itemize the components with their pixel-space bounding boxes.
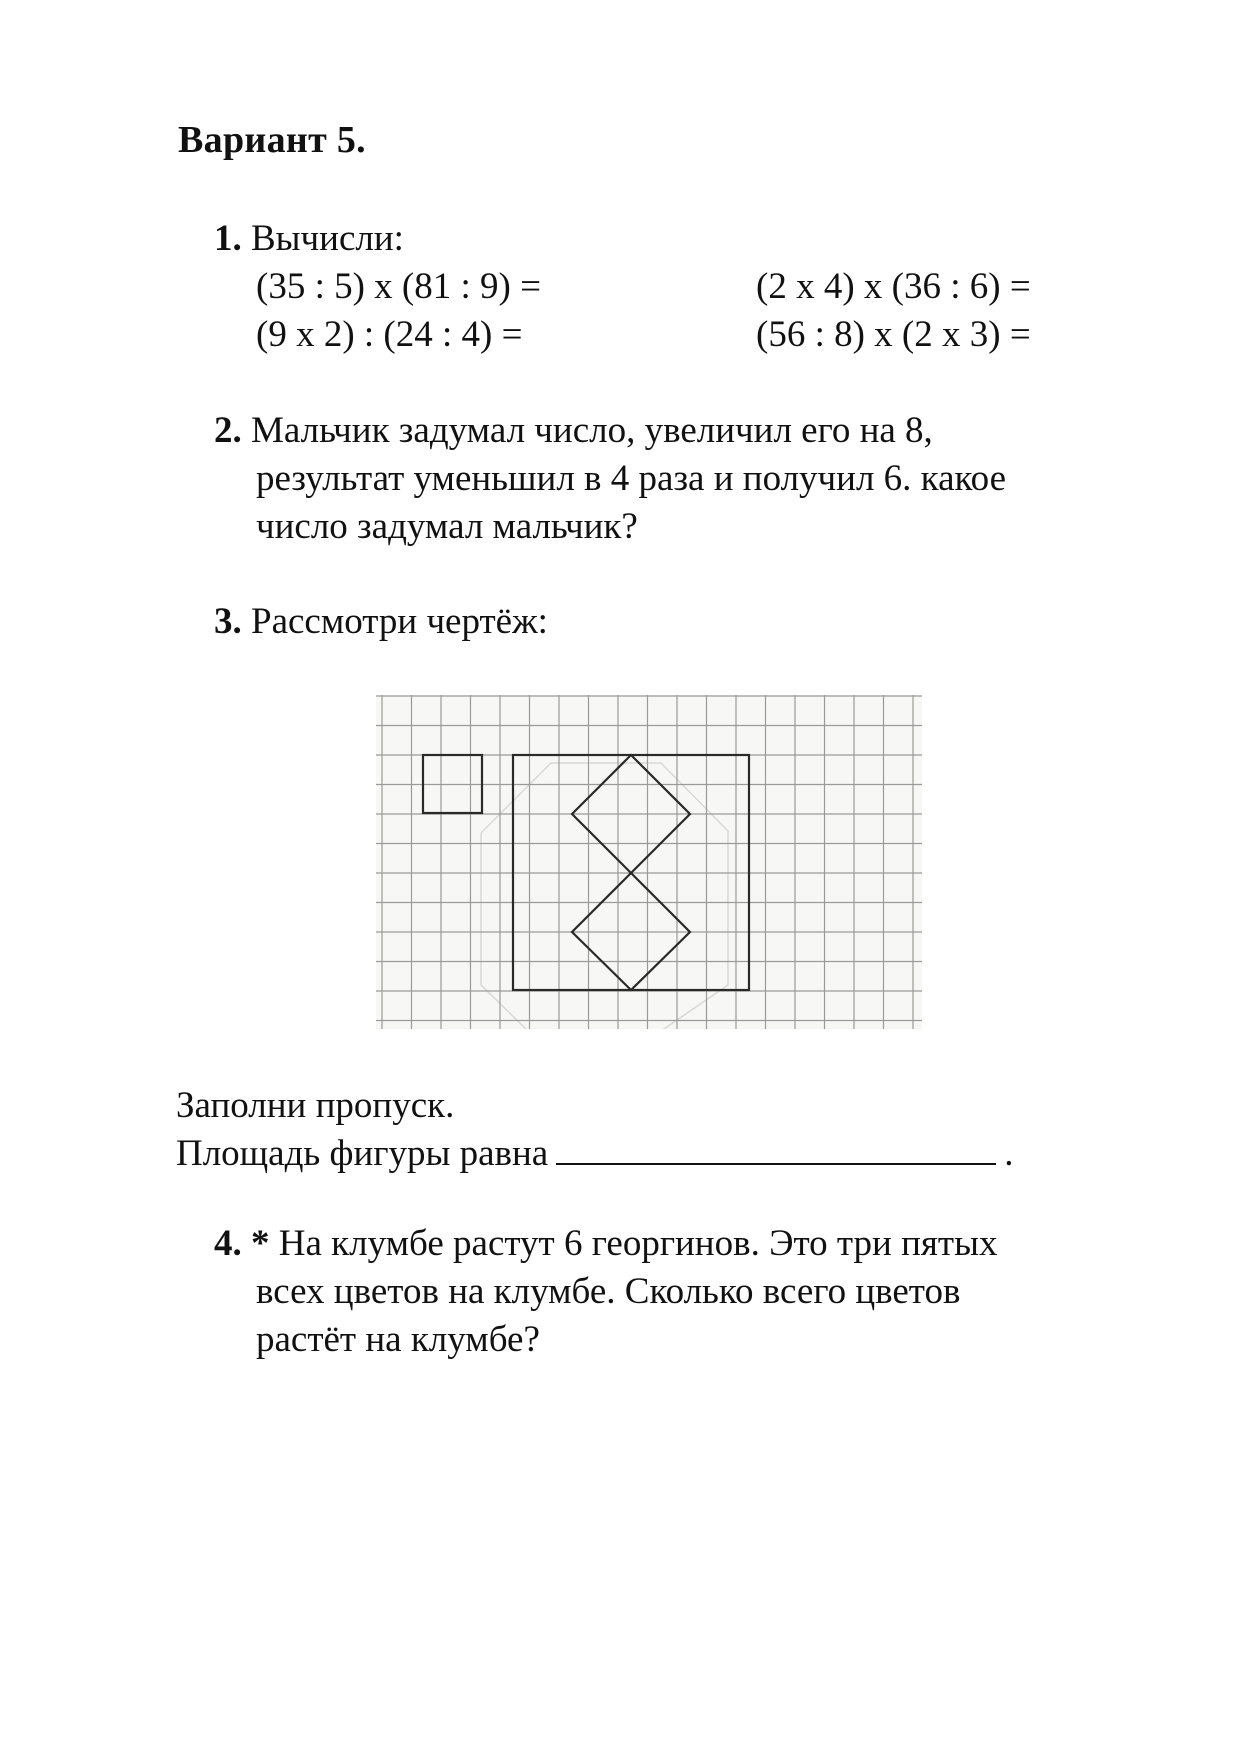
expression: (9 х 2) : (24 : 4) =: [256, 314, 523, 355]
star-mark: *: [251, 1223, 270, 1264]
page-title: Вариант 5.: [178, 119, 366, 161]
task-text-line: На клумбе растут 6 георгинов. Это три пятых: [278, 1223, 998, 1264]
task-text-line: число задумал мальчик?: [256, 506, 638, 547]
fill-in-section: [176, 1082, 1013, 1178]
task-text-line: растёт на клумбе?: [256, 1319, 540, 1360]
task-number: 3.: [214, 601, 242, 642]
grid-drawing: [376, 695, 922, 1029]
task-number: 1.: [214, 218, 242, 259]
task-3: [214, 598, 548, 646]
task-number: 2.: [214, 410, 242, 451]
expression: (2 х 4) х (36 : 6) =: [756, 266, 1031, 307]
area-end: .: [1004, 1133, 1014, 1174]
fill-prompt: Заполни пропуск.: [176, 1085, 455, 1126]
task-4: [214, 1220, 997, 1364]
answer-blank[interactable]: [556, 1131, 996, 1165]
task-text-line: результат уменьшил в 4 раза и получил 6. какое: [256, 458, 1006, 499]
task-number: 4.: [214, 1223, 242, 1264]
task-text-line: всех цветов на клумбе. Сколько всего цветов: [256, 1271, 961, 1312]
grid-figure: [376, 695, 922, 1029]
task-prompt: Рассмотри чертёж:: [251, 601, 548, 642]
expression: (56 : 8) х (2 х 3) =: [756, 314, 1031, 355]
task-1: [214, 215, 404, 263]
task-text-line: Мальчик задумал число, увеличил его на 8,: [251, 410, 933, 451]
area-label: Площадь фигуры равна: [176, 1133, 549, 1174]
expression: (35 : 5) х (81 : 9) =: [256, 266, 541, 307]
task-2: [214, 407, 1006, 551]
task-prompt: Вычисли:: [251, 218, 404, 259]
